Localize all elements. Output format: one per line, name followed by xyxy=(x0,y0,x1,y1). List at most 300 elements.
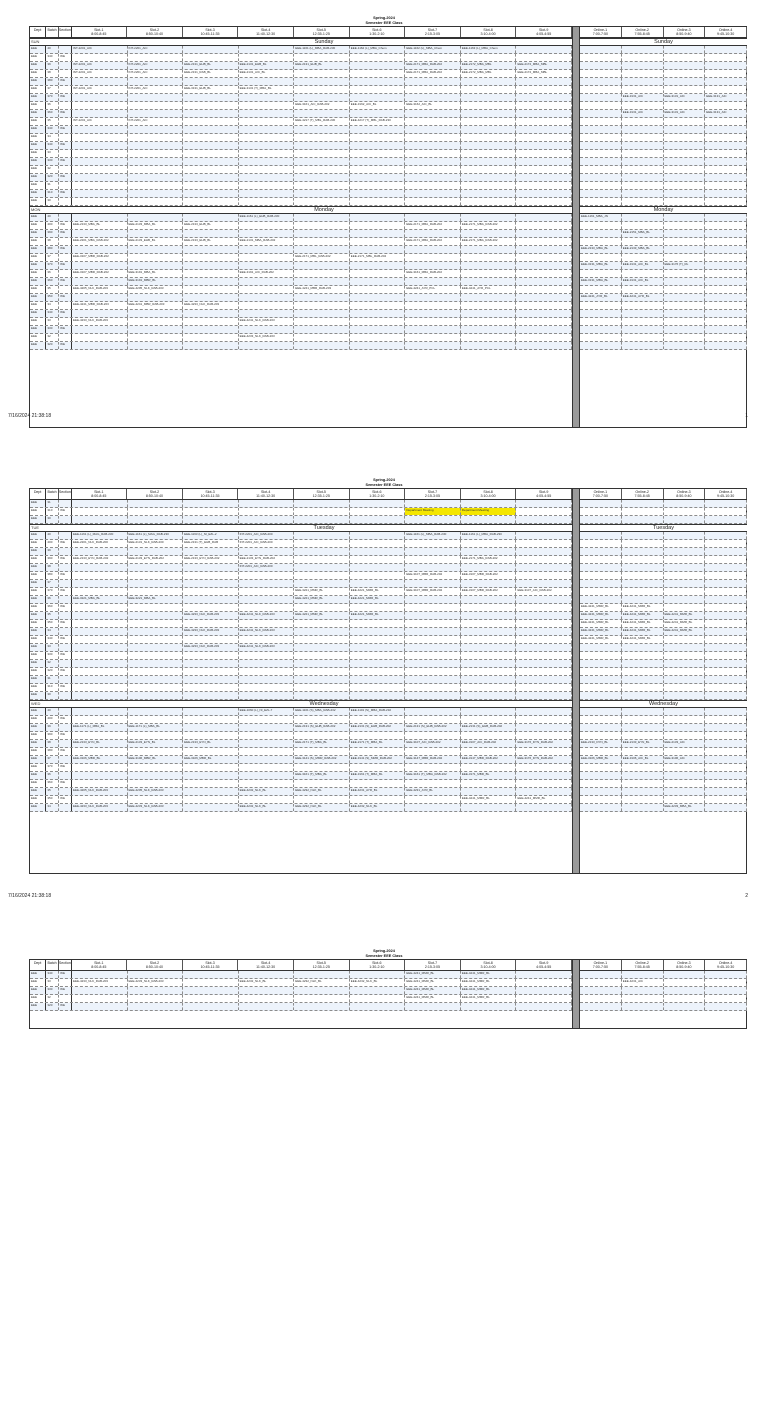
class-slot-cell[interactable] xyxy=(350,238,406,245)
class-slot-cell[interactable] xyxy=(461,684,517,691)
class-slot-cell[interactable] xyxy=(239,596,295,603)
class-slot-cell[interactable] xyxy=(128,604,184,611)
class-slot-cell[interactable] xyxy=(461,1003,517,1010)
class-slot-cell[interactable] xyxy=(294,334,350,341)
class-slot-cell[interactable] xyxy=(294,971,350,978)
class-slot-cell[interactable] xyxy=(239,748,295,755)
class-slot-cell[interactable] xyxy=(350,636,406,643)
online-slot-cell[interactable]: EEE-4241_AYR_BL xyxy=(622,294,664,301)
online-slot-cell[interactable] xyxy=(664,238,706,245)
class-slot-cell[interactable] xyxy=(461,612,517,619)
class-slot-cell[interactable] xyxy=(128,620,184,627)
class-slot-cell[interactable] xyxy=(128,342,184,349)
online-slot-cell[interactable]: EEE-3106_AIC_BL xyxy=(622,756,664,763)
class-slot-cell[interactable] xyxy=(183,652,239,659)
online-slot-cell[interactable] xyxy=(705,508,747,515)
online-slot-cell[interactable] xyxy=(664,126,706,133)
class-slot-cell[interactable] xyxy=(183,580,239,587)
class-slot-cell[interactable]: EEE-3161 (T)_MBA_BL xyxy=(350,772,406,779)
class-slot-cell[interactable]: EEE-3107_MBR_RAB-202 xyxy=(461,588,517,595)
online-slot-cell[interactable] xyxy=(622,684,664,691)
class-slot-cell[interactable] xyxy=(72,652,128,659)
online-slot-cell[interactable] xyxy=(622,764,664,771)
class-slot-cell[interactable]: EEE-4241_AYR_PCL xyxy=(405,286,461,293)
class-slot-cell[interactable] xyxy=(516,692,572,699)
class-slot-cell[interactable] xyxy=(294,214,350,221)
class-slot-cell[interactable] xyxy=(294,604,350,611)
class-slot-cell[interactable]: EEE-4233_NLK_RAB-203 xyxy=(128,804,184,811)
online-slot-cell[interactable] xyxy=(664,548,706,555)
online-slot-cell[interactable] xyxy=(705,326,747,333)
online-slot-cell[interactable] xyxy=(664,86,706,93)
class-slot-cell[interactable]: EEE-1162 (L)_MBA_Chem xyxy=(405,46,461,53)
class-slot-cell[interactable] xyxy=(461,126,517,133)
class-slot-cell[interactable] xyxy=(350,748,406,755)
online-slot-cell[interactable] xyxy=(622,54,664,61)
online-slot-cell[interactable]: EEE-3131_MBA_BL xyxy=(580,262,622,269)
class-slot-cell[interactable] xyxy=(461,54,517,61)
class-slot-cell[interactable] xyxy=(72,1003,128,1010)
class-slot-cell[interactable] xyxy=(239,262,295,269)
class-slot-cell[interactable] xyxy=(72,334,128,341)
class-slot-cell[interactable] xyxy=(239,294,295,301)
class-slot-cell[interactable] xyxy=(183,724,239,731)
class-slot-cell[interactable] xyxy=(350,764,406,771)
class-slot-cell[interactable] xyxy=(183,158,239,165)
online-slot-cell[interactable] xyxy=(580,716,622,723)
online-slot-cell[interactable] xyxy=(580,254,622,261)
class-slot-cell[interactable]: INT-2201_AIC xyxy=(72,46,128,53)
class-slot-cell[interactable]: EEE-3161 (T)_MBA_RAB-202 xyxy=(405,772,461,779)
class-slot-cell[interactable] xyxy=(350,508,406,515)
online-slot-cell[interactable] xyxy=(705,54,747,61)
online-slot-cell[interactable] xyxy=(664,516,706,523)
class-slot-cell[interactable] xyxy=(72,158,128,165)
online-slot-cell[interactable] xyxy=(622,286,664,293)
class-slot-cell[interactable]: EEE-2133_MBA_BL xyxy=(72,222,128,229)
online-slot-cell[interactable] xyxy=(580,580,622,587)
class-slot-cell[interactable] xyxy=(294,796,350,803)
class-slot-cell[interactable] xyxy=(405,182,461,189)
online-slot-cell[interactable] xyxy=(705,270,747,277)
class-slot-cell[interactable]: INT-2201_AIC xyxy=(128,86,184,93)
class-slot-cell[interactable]: Department Meeting xyxy=(405,508,461,515)
class-slot-cell[interactable] xyxy=(461,788,517,795)
class-slot-cell[interactable] xyxy=(461,692,517,699)
class-slot-cell[interactable] xyxy=(128,508,184,515)
class-slot-cell[interactable] xyxy=(128,516,184,523)
class-slot-cell[interactable]: EEE-3106_MBR_BL xyxy=(183,756,239,763)
class-slot-cell[interactable] xyxy=(183,971,239,978)
online-slot-cell[interactable] xyxy=(580,126,622,133)
class-slot-cell[interactable] xyxy=(239,110,295,117)
class-slot-cell[interactable] xyxy=(239,310,295,317)
class-slot-cell[interactable] xyxy=(183,54,239,61)
class-slot-cell[interactable] xyxy=(183,1003,239,1010)
class-slot-cell[interactable] xyxy=(239,158,295,165)
online-slot-cell[interactable] xyxy=(664,500,706,507)
online-slot-cell[interactable] xyxy=(664,987,706,994)
class-slot-cell[interactable] xyxy=(239,716,295,723)
class-slot-cell[interactable] xyxy=(128,134,184,141)
class-slot-cell[interactable]: EEE-4231_AYR_BL xyxy=(405,788,461,795)
class-slot-cell[interactable] xyxy=(239,342,295,349)
online-slot-cell[interactable] xyxy=(705,158,747,165)
class-slot-cell[interactable] xyxy=(516,126,572,133)
class-slot-cell[interactable] xyxy=(294,660,350,667)
class-slot-cell[interactable] xyxy=(183,166,239,173)
class-slot-cell[interactable] xyxy=(128,198,184,205)
class-slot-cell[interactable] xyxy=(183,190,239,197)
online-slot-cell[interactable] xyxy=(705,684,747,691)
class-slot-cell[interactable] xyxy=(294,342,350,349)
online-slot-cell[interactable] xyxy=(580,150,622,157)
class-slot-cell[interactable] xyxy=(461,86,517,93)
class-slot-cell[interactable] xyxy=(405,118,461,125)
class-slot-cell[interactable] xyxy=(461,644,517,651)
class-slot-cell[interactable] xyxy=(516,46,572,53)
online-slot-cell[interactable] xyxy=(622,692,664,699)
class-slot-cell[interactable] xyxy=(72,716,128,723)
class-slot-cell[interactable] xyxy=(72,182,128,189)
class-slot-cell[interactable] xyxy=(294,556,350,563)
class-slot-cell[interactable] xyxy=(294,134,350,141)
online-slot-cell[interactable] xyxy=(622,516,664,523)
class-slot-cell[interactable] xyxy=(461,118,517,125)
class-slot-cell[interactable] xyxy=(350,134,406,141)
online-slot-cell[interactable]: EEE-2133_MBA_BL xyxy=(580,246,622,253)
class-slot-cell[interactable]: EEE-4205_NLK_RAB-203 xyxy=(128,286,184,293)
class-slot-cell[interactable] xyxy=(72,190,128,197)
class-slot-cell[interactable] xyxy=(350,142,406,149)
online-slot-cell[interactable] xyxy=(622,342,664,349)
class-slot-cell[interactable] xyxy=(239,572,295,579)
class-slot-cell[interactable] xyxy=(239,54,295,61)
online-slot-cell[interactable] xyxy=(622,190,664,197)
class-slot-cell[interactable]: EEE-4233_NLK_RAB-203 xyxy=(183,612,239,619)
class-slot-cell[interactable]: EEE-3191_MBA_BL xyxy=(128,270,184,277)
class-slot-cell[interactable] xyxy=(239,46,295,53)
class-slot-cell[interactable] xyxy=(128,971,184,978)
class-slot-cell[interactable]: EEE-1161 (L)_MAG_RAB-230 xyxy=(128,532,184,539)
class-slot-cell[interactable] xyxy=(461,142,517,149)
class-slot-cell[interactable] xyxy=(516,548,572,555)
class-slot-cell[interactable] xyxy=(350,532,406,539)
class-slot-cell[interactable] xyxy=(183,118,239,125)
online-slot-cell[interactable] xyxy=(705,987,747,994)
class-slot-cell[interactable]: EEE-4241_MMR_BL xyxy=(516,796,572,803)
class-slot-cell[interactable] xyxy=(128,142,184,149)
class-slot-cell[interactable] xyxy=(405,86,461,93)
online-slot-cell[interactable] xyxy=(664,564,706,571)
class-slot-cell[interactable] xyxy=(72,198,128,205)
online-slot-cell[interactable] xyxy=(580,772,622,779)
class-slot-cell[interactable] xyxy=(128,580,184,587)
class-slot-cell[interactable] xyxy=(128,644,184,651)
class-slot-cell[interactable] xyxy=(350,310,406,317)
class-slot-cell[interactable] xyxy=(239,987,295,994)
class-slot-cell[interactable] xyxy=(405,636,461,643)
class-slot-cell[interactable] xyxy=(405,214,461,221)
online-slot-cell[interactable] xyxy=(580,796,622,803)
online-slot-cell[interactable] xyxy=(580,804,622,811)
online-slot-cell[interactable] xyxy=(705,500,747,507)
class-slot-cell[interactable] xyxy=(128,708,184,715)
class-slot-cell[interactable] xyxy=(183,46,239,53)
online-slot-cell[interactable] xyxy=(705,86,747,93)
online-slot-cell[interactable]: EEE-4241_MMR_BL xyxy=(622,612,664,619)
class-slot-cell[interactable]: EEE-4241_MMR_BL xyxy=(405,995,461,1002)
class-slot-cell[interactable] xyxy=(128,732,184,739)
class-slot-cell[interactable] xyxy=(405,780,461,787)
online-slot-cell[interactable] xyxy=(622,270,664,277)
class-slot-cell[interactable] xyxy=(350,110,406,117)
class-slot-cell[interactable] xyxy=(405,684,461,691)
online-slot-cell[interactable] xyxy=(705,716,747,723)
class-slot-cell[interactable] xyxy=(516,724,572,731)
class-slot-cell[interactable]: EEE-4233_NLK_RAB-203 xyxy=(183,302,239,309)
class-slot-cell[interactable] xyxy=(350,1003,406,1010)
class-slot-cell[interactable] xyxy=(350,174,406,181)
class-slot-cell[interactable] xyxy=(405,246,461,253)
class-slot-cell[interactable] xyxy=(294,676,350,683)
class-slot-cell[interactable] xyxy=(183,294,239,301)
class-slot-cell[interactable] xyxy=(183,788,239,795)
class-slot-cell[interactable] xyxy=(72,644,128,651)
online-slot-cell[interactable] xyxy=(705,302,747,309)
class-slot-cell[interactable] xyxy=(350,580,406,587)
class-slot-cell[interactable] xyxy=(72,78,128,85)
class-slot-cell[interactable] xyxy=(183,804,239,811)
online-slot-cell[interactable]: EEE-1161_MBA_JN xyxy=(580,214,622,221)
class-slot-cell[interactable]: EEE-2171_MBL_RAB-202 xyxy=(350,254,406,261)
online-slot-cell[interactable] xyxy=(664,971,706,978)
class-slot-cell[interactable]: EEE-2133_EYN_RAB-202 xyxy=(128,556,184,563)
class-slot-cell[interactable] xyxy=(350,548,406,555)
online-slot-cell[interactable] xyxy=(705,564,747,571)
online-slot-cell[interactable] xyxy=(664,174,706,181)
class-slot-cell[interactable] xyxy=(461,804,517,811)
online-slot-cell[interactable] xyxy=(664,588,706,595)
class-slot-cell[interactable] xyxy=(516,780,572,787)
online-slot-cell[interactable] xyxy=(622,198,664,205)
class-slot-cell[interactable] xyxy=(294,278,350,285)
class-slot-cell[interactable]: EEE-4205_NLK_RAB-203 xyxy=(72,788,128,795)
class-slot-cell[interactable] xyxy=(72,668,128,675)
class-slot-cell[interactable] xyxy=(405,668,461,675)
class-slot-cell[interactable]: EEE-1171 (L)_MBA_BL xyxy=(128,724,184,731)
class-slot-cell[interactable] xyxy=(294,222,350,229)
class-slot-cell[interactable] xyxy=(183,270,239,277)
class-slot-cell[interactable]: EEE-2171_MBA_RAB-202 xyxy=(405,238,461,245)
class-slot-cell[interactable] xyxy=(350,564,406,571)
class-slot-cell[interactable] xyxy=(350,190,406,197)
class-slot-cell[interactable] xyxy=(350,796,406,803)
online-slot-cell[interactable] xyxy=(622,556,664,563)
class-slot-cell[interactable] xyxy=(294,198,350,205)
class-slot-cell[interactable] xyxy=(350,342,406,349)
class-slot-cell[interactable] xyxy=(128,190,184,197)
class-slot-cell[interactable] xyxy=(516,310,572,317)
class-slot-cell[interactable] xyxy=(405,548,461,555)
online-slot-cell[interactable] xyxy=(664,788,706,795)
class-slot-cell[interactable]: EEE-4232_NLK_BL xyxy=(350,979,406,986)
class-slot-cell[interactable]: EEE-4233_NLK_RAB-203 xyxy=(72,804,128,811)
class-slot-cell[interactable] xyxy=(183,676,239,683)
class-slot-cell[interactable] xyxy=(294,1003,350,1010)
class-slot-cell[interactable] xyxy=(128,126,184,133)
online-slot-cell[interactable] xyxy=(664,676,706,683)
online-slot-cell[interactable] xyxy=(664,142,706,149)
class-slot-cell[interactable] xyxy=(128,676,184,683)
class-slot-cell[interactable] xyxy=(461,246,517,253)
class-slot-cell[interactable]: EEE-3131 (T)_MBA_BL xyxy=(239,86,295,93)
class-slot-cell[interactable] xyxy=(350,222,406,229)
online-slot-cell[interactable] xyxy=(580,134,622,141)
class-slot-cell[interactable] xyxy=(239,684,295,691)
class-slot-cell[interactable] xyxy=(294,628,350,635)
online-slot-cell[interactable] xyxy=(622,174,664,181)
class-slot-cell[interactable] xyxy=(128,158,184,165)
class-slot-cell[interactable] xyxy=(294,262,350,269)
class-slot-cell[interactable] xyxy=(350,572,406,579)
class-slot-cell[interactable] xyxy=(239,756,295,763)
class-slot-cell[interactable] xyxy=(405,150,461,157)
class-slot-cell[interactable]: EEE-4217 (T)_MBL_RAB-230 xyxy=(294,118,350,125)
class-slot-cell[interactable] xyxy=(128,987,184,994)
online-slot-cell[interactable]: EEE-2133_MBA_BL xyxy=(622,246,664,253)
class-slot-cell[interactable] xyxy=(239,500,295,507)
class-slot-cell[interactable] xyxy=(294,620,350,627)
class-slot-cell[interactable] xyxy=(516,270,572,277)
class-slot-cell[interactable] xyxy=(294,636,350,643)
class-slot-cell[interactable] xyxy=(350,780,406,787)
online-slot-cell[interactable] xyxy=(622,668,664,675)
class-slot-cell[interactable] xyxy=(294,764,350,771)
class-slot-cell[interactable]: EEE-4232_NLK_BL xyxy=(294,979,350,986)
online-slot-cell[interactable] xyxy=(580,556,622,563)
online-slot-cell[interactable] xyxy=(580,342,622,349)
online-slot-cell[interactable] xyxy=(664,556,706,563)
online-slot-cell[interactable] xyxy=(622,748,664,755)
online-slot-cell[interactable] xyxy=(580,748,622,755)
class-slot-cell[interactable]: EEE-4221_MMR_BL xyxy=(350,596,406,603)
class-slot-cell[interactable] xyxy=(516,516,572,523)
class-slot-cell[interactable]: EEE-4241_MMR_BL xyxy=(461,987,517,994)
online-slot-cell[interactable] xyxy=(664,692,706,699)
class-slot-cell[interactable] xyxy=(350,676,406,683)
class-slot-cell[interactable]: EEE-2131_EHB_BL xyxy=(294,62,350,69)
class-slot-cell[interactable] xyxy=(294,748,350,755)
class-slot-cell[interactable] xyxy=(516,238,572,245)
class-slot-cell[interactable] xyxy=(405,318,461,325)
class-slot-cell[interactable]: EEE-4241_MMR_BL xyxy=(461,995,517,1002)
online-slot-cell[interactable] xyxy=(664,230,706,237)
online-slot-cell[interactable] xyxy=(580,166,622,173)
class-slot-cell[interactable] xyxy=(516,668,572,675)
class-slot-cell[interactable] xyxy=(405,126,461,133)
online-slot-cell[interactable] xyxy=(664,644,706,651)
class-slot-cell[interactable] xyxy=(350,150,406,157)
class-slot-cell[interactable] xyxy=(183,230,239,237)
online-slot-cell[interactable] xyxy=(580,70,622,77)
class-slot-cell[interactable]: EEE-2131_NLK_RAB-200 xyxy=(128,540,184,547)
class-slot-cell[interactable] xyxy=(239,580,295,587)
class-slot-cell[interactable]: EEE-2171 (T)_MBA_BL xyxy=(294,740,350,747)
class-slot-cell[interactable] xyxy=(405,620,461,627)
online-slot-cell[interactable] xyxy=(705,764,747,771)
class-slot-cell[interactable] xyxy=(183,772,239,779)
class-slot-cell[interactable] xyxy=(128,668,184,675)
online-slot-cell[interactable] xyxy=(664,334,706,341)
online-slot-cell[interactable]: EEE-2133_AIC xyxy=(664,740,706,747)
class-slot-cell[interactable] xyxy=(294,110,350,117)
online-slot-cell[interactable]: EEE-4241_MMR_BL xyxy=(622,636,664,643)
online-slot-cell[interactable] xyxy=(622,334,664,341)
online-slot-cell[interactable] xyxy=(664,254,706,261)
class-slot-cell[interactable] xyxy=(461,318,517,325)
class-slot-cell[interactable] xyxy=(405,254,461,261)
online-slot-cell[interactable] xyxy=(580,182,622,189)
class-slot-cell[interactable] xyxy=(72,636,128,643)
class-slot-cell[interactable]: EEE-3141 (S)_MMR_RAB-202 xyxy=(350,756,406,763)
online-slot-cell[interactable] xyxy=(580,500,622,507)
class-slot-cell[interactable] xyxy=(72,508,128,515)
class-slot-cell[interactable]: EEE-1060 (L)_NI_EZL-7 xyxy=(239,708,295,715)
class-slot-cell[interactable] xyxy=(72,230,128,237)
online-slot-cell[interactable] xyxy=(580,684,622,691)
class-slot-cell[interactable] xyxy=(294,78,350,85)
online-slot-cell[interactable] xyxy=(664,636,706,643)
class-slot-cell[interactable] xyxy=(516,334,572,341)
online-slot-cell[interactable] xyxy=(622,644,664,651)
class-slot-cell[interactable] xyxy=(128,660,184,667)
class-slot-cell[interactable] xyxy=(516,246,572,253)
class-slot-cell[interactable] xyxy=(294,548,350,555)
class-slot-cell[interactable] xyxy=(239,516,295,523)
class-slot-cell[interactable]: INT-2201_AIC xyxy=(128,46,184,53)
class-slot-cell[interactable] xyxy=(461,620,517,627)
class-slot-cell[interactable] xyxy=(516,644,572,651)
online-slot-cell[interactable] xyxy=(580,1003,622,1010)
class-slot-cell[interactable]: EEE-4233_NLK_RAB-203 xyxy=(72,318,128,325)
online-slot-cell[interactable] xyxy=(705,540,747,547)
class-slot-cell[interactable] xyxy=(405,134,461,141)
online-slot-cell[interactable] xyxy=(705,556,747,563)
class-slot-cell[interactable]: EEE-1161 (L)_MBA_RAB-230 xyxy=(405,532,461,539)
online-slot-cell[interactable] xyxy=(664,302,706,309)
class-slot-cell[interactable]: EEE-3131_EHB_BL xyxy=(183,86,239,93)
class-slot-cell[interactable] xyxy=(350,70,406,77)
online-slot-cell[interactable] xyxy=(664,158,706,165)
online-slot-cell[interactable] xyxy=(705,604,747,611)
class-slot-cell[interactable] xyxy=(239,174,295,181)
online-slot-cell[interactable] xyxy=(622,532,664,539)
class-slot-cell[interactable] xyxy=(72,572,128,579)
class-slot-cell[interactable] xyxy=(405,540,461,547)
class-slot-cell[interactable]: EEE-4232_NLK_BL xyxy=(294,804,350,811)
online-slot-cell[interactable] xyxy=(664,979,706,986)
class-slot-cell[interactable] xyxy=(461,636,517,643)
class-slot-cell[interactable] xyxy=(516,660,572,667)
class-slot-cell[interactable]: EEE-4221_MMR_BL xyxy=(350,588,406,595)
class-slot-cell[interactable] xyxy=(516,995,572,1002)
class-slot-cell[interactable] xyxy=(239,254,295,261)
online-slot-cell[interactable] xyxy=(705,238,747,245)
online-slot-cell[interactable] xyxy=(580,644,622,651)
online-slot-cell[interactable] xyxy=(705,190,747,197)
online-slot-cell[interactable] xyxy=(705,772,747,779)
